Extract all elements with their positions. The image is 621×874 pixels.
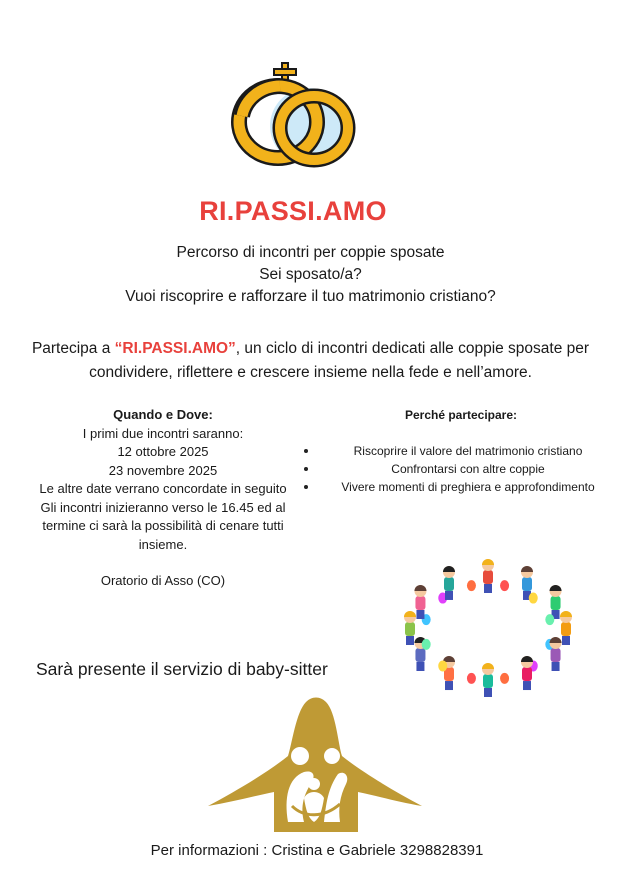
balloon-icon bbox=[467, 673, 476, 684]
when-where-line: I primi due incontri saranno: bbox=[82, 425, 244, 441]
intro-block bbox=[0, 242, 621, 308]
child-figure bbox=[560, 611, 572, 645]
bullet-icon bbox=[304, 449, 308, 453]
balloon-icon bbox=[467, 580, 476, 591]
wedding-rings-cross-icon bbox=[228, 58, 358, 170]
balloon-icon bbox=[500, 673, 509, 684]
christ-embracing-family-logo bbox=[208, 694, 422, 832]
invite-prefix: Partecipa a bbox=[31, 340, 115, 357]
child-figure bbox=[414, 585, 426, 619]
why-section bbox=[298, 408, 618, 496]
when-where-line: 23 novembre 2025 bbox=[108, 462, 218, 478]
invite-highlight: “RI.PASSI.AMO” bbox=[114, 340, 236, 357]
child-figure bbox=[404, 611, 416, 645]
balloon-icon bbox=[529, 593, 538, 604]
babysitter-note: Sarà presente il servizio di baby-sitter bbox=[36, 659, 328, 679]
intro-line: Sei sposato/a? bbox=[259, 266, 362, 283]
contact-info: Per informazioni : Cristina e Gabriele 3298828391 bbox=[150, 842, 484, 859]
balloon-icon bbox=[545, 614, 554, 625]
list-item: Vivere momenti di preghiera e approfondimento bbox=[298, 478, 618, 496]
child-figure bbox=[482, 559, 494, 593]
when-where-line: 12 ottobre 2025 bbox=[117, 444, 209, 459]
list-item: Confrontarsi con altre coppie bbox=[298, 460, 618, 478]
why-heading: Perché partecipare: bbox=[404, 408, 518, 422]
why-list bbox=[298, 442, 618, 496]
balloon-icon bbox=[500, 580, 509, 591]
child-figure bbox=[521, 656, 533, 690]
when-where-section bbox=[30, 406, 296, 591]
bullet-icon bbox=[304, 467, 308, 471]
intro-line: Percorso di incontri per coppie sposate bbox=[176, 244, 445, 261]
children-circle-balloons-illustration bbox=[388, 558, 588, 698]
child-figure bbox=[550, 637, 562, 671]
invite-suffix: , un ciclo di incontri dedicati alle coppie sposate per condividere, riflettere e crescere insieme nella fede e nell’amore. bbox=[89, 340, 590, 381]
when-where-line: Gli incontri inizieranno verso le 16.45 ed al termine ci sarà la possibilità di cenare tutti insieme. bbox=[40, 499, 286, 552]
list-item: Riscoprire il valore del matrimonio cristiano bbox=[298, 442, 618, 460]
child-figure bbox=[550, 585, 562, 619]
bullet-icon bbox=[304, 485, 308, 489]
intro-line: Vuoi riscoprire e rafforzare il tuo matrimonio cristiano? bbox=[125, 288, 496, 305]
invite-paragraph bbox=[0, 337, 621, 385]
balloon-icon bbox=[422, 639, 431, 650]
when-where-line: Le altre date verrano concordate in seguito bbox=[39, 481, 287, 496]
balloon-icon bbox=[438, 660, 447, 671]
child-figure bbox=[482, 663, 494, 697]
when-where-heading: Quando e Dove: bbox=[113, 407, 213, 422]
event-place: Oratorio di Asso (CO) bbox=[100, 573, 226, 588]
event-title: RI.PASSI.AMO bbox=[199, 196, 387, 226]
